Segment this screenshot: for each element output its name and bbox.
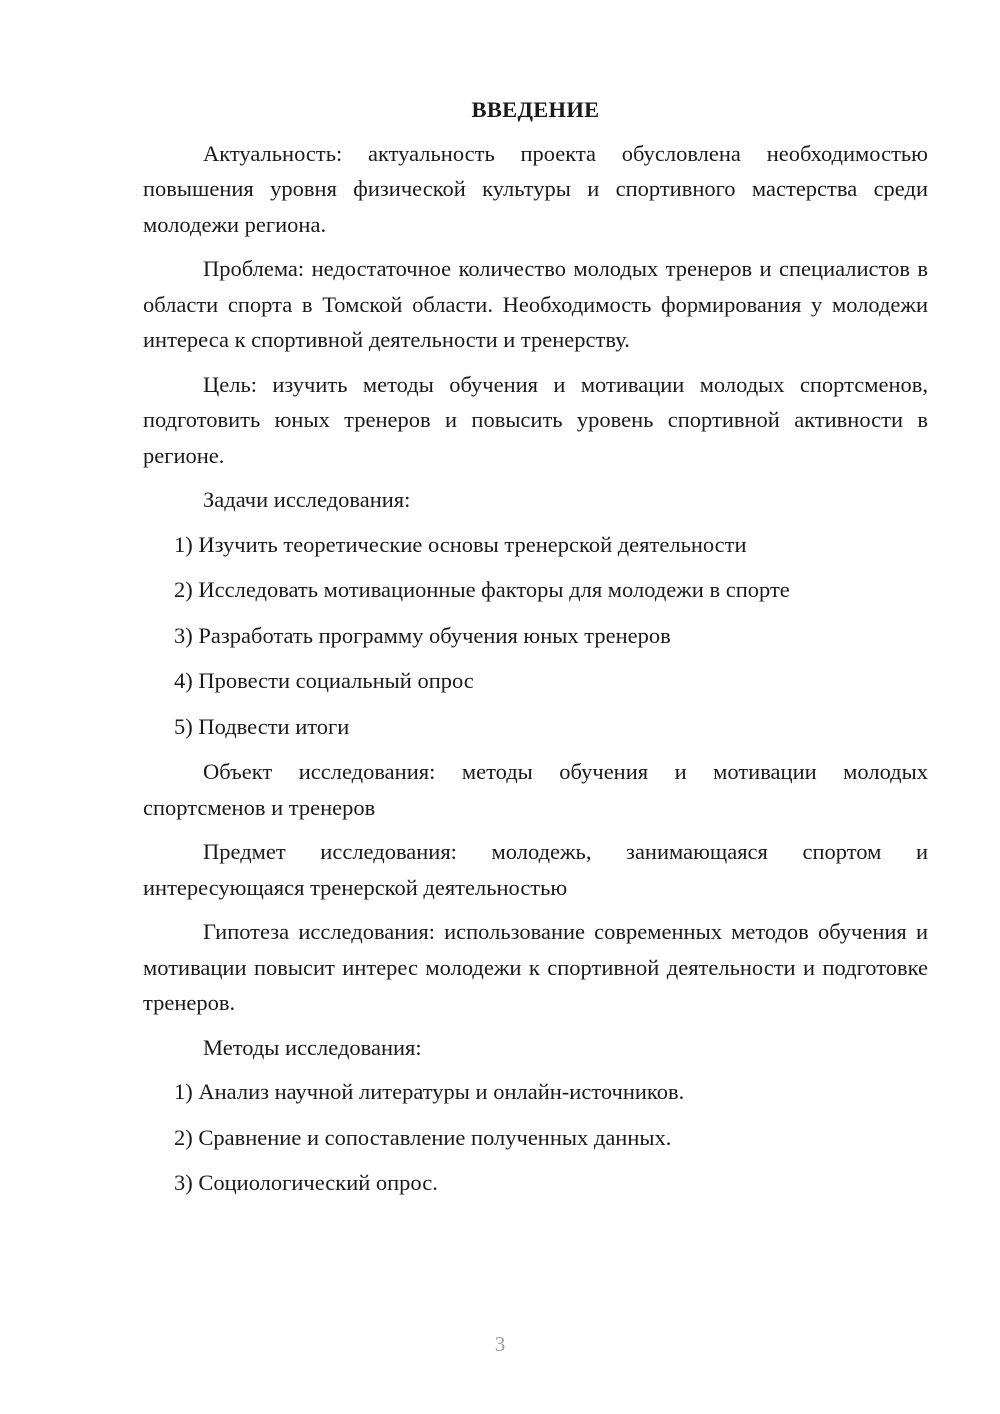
task-item: 1) Изучить теоретические основы тренерской деятельности xyxy=(174,531,747,557)
subject-paragraph: Предмет исследования: молодежь, занимающаяся спортом и интересующаяся тренерской деятельностью xyxy=(143,839,928,900)
task-item: 3) Разработать программу обучения юных тренеров xyxy=(174,622,671,648)
goal-paragraph: Цель: изучить методы обучения и мотивации молодых спортсменов, подготовить юных тренеров и повысить уровень спортивной активности в регионе. xyxy=(143,371,928,468)
methods-label: Методы исследования: xyxy=(203,1034,422,1060)
method-item: 2) Сравнение и сопоставление полученных данных. xyxy=(174,1124,672,1150)
task-item: 2) Исследовать мотивационные факторы для молодежи в спорте xyxy=(174,577,790,602)
task-item: 5) Подвести итоги xyxy=(174,713,350,739)
document-page xyxy=(143,92,928,1211)
hypothesis-paragraph: Гипотеза исследования: использование современных методов обучения и мотивации повысит интерес молодежи к спортивной деятельности и подготовке тренеров. xyxy=(143,919,928,1015)
task-item: 4) Провести социальный опрос xyxy=(174,668,474,693)
tasks-label: Задачи исследования: xyxy=(203,487,411,512)
section-heading: ВВЕДЕНИЕ xyxy=(471,97,600,122)
method-item: 1) Анализ научной литературы и онлайн-источников. xyxy=(174,1079,685,1104)
page-number: 3 xyxy=(494,1332,506,1356)
problem-paragraph: Проблема: недостаточное количество молодых тренеров и специалистов в области спорта в Томской области. Необходимость формирования у молодежи интереса к спортивной деятельности и тренерству. xyxy=(143,256,928,352)
object-paragraph: Объект исследования: методы обучения и мотивации молодых спортсменов и тренеров xyxy=(143,759,928,820)
method-item: 3) Социологический опрос. xyxy=(174,1170,438,1195)
relevance-paragraph: Актуальность: актуальность проекта обусловлена необходимостью повышения уровня физической культуры и спортивного мастерства среди молодежи региона. xyxy=(143,140,928,237)
